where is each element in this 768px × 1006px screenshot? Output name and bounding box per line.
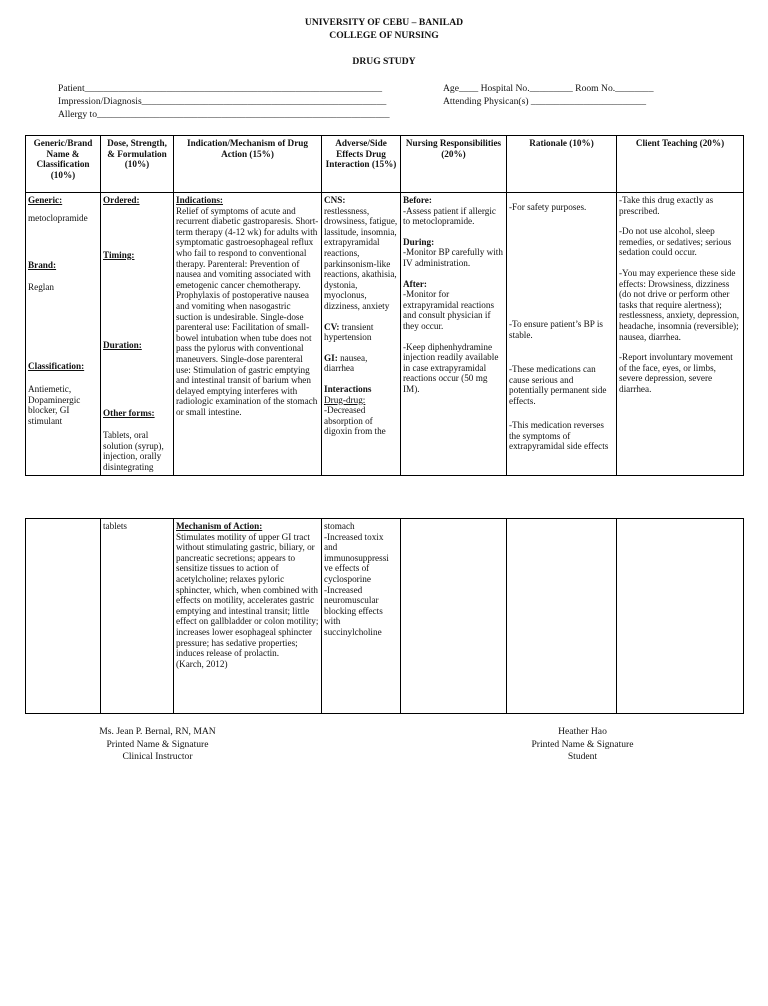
teaching-2: -Do not use alcohol, sleep remedies, or sedatives; serious sedation could occur. — [619, 226, 732, 258]
header-rationale: Rationale (10%) — [507, 136, 617, 193]
dose-cell — [101, 193, 174, 476]
cont-name-cell — [26, 519, 101, 714]
table-row — [26, 519, 744, 714]
instructor-name: Ms. Jean P. Bernal, RN, MAN — [99, 726, 216, 737]
brand-name: Reglan — [28, 282, 55, 292]
header-nursing: Nursing Responsibilities (20%) — [401, 136, 507, 193]
citation: (Karch, 2012) — [176, 658, 228, 669]
moa-label: Mechanism of Action: — [176, 521, 263, 531]
indications-label: Indications: — [176, 195, 223, 205]
header-generic: Generic/Brand Name & Classification (10%) — [26, 136, 101, 193]
duration-label: Duration: — [103, 340, 142, 350]
physician-field: Attending Physican(s) ________________________ — [443, 96, 647, 107]
header-row — [26, 136, 744, 193]
classification-value: Antiemetic, Dopaminergic blocker, GI stimulant — [28, 384, 81, 426]
rationale-4: -This medication reverses the symptoms of extrapyramidal side effects — [509, 420, 609, 452]
teaching-3: -You may experience these side effects: Drowsiness, dizziness (do not drive or perform other tasks that require alertness); restlessness, anxiety, depression, headache, insomnia (reversible); nausea, diarrhea. — [619, 267, 740, 342]
page-title: DRUG STUDY — [352, 56, 416, 67]
moa-text: Stimulates motility of upper GI tract without stimulating gastric, biliary, or pancreatic secretions; appears to sensitize tissues to action of acetylcholine; relaxes pyloric sphincter, which, when combined with effects on motility, accelerates gastric emptying and intestinal transit; little effect on gallbladder or colon motility; increases lower esophageal sphincter pressure; has sedative properties; induces release of prolactin. — [176, 531, 319, 659]
instructor-signature — [45, 726, 270, 764]
indication-cell — [174, 193, 322, 476]
keep-text: -Keep diphenhydramine injection readily available in case extrapyramidal reactions occur (50 mg IM). — [403, 341, 499, 394]
during-text: -Monitor BP carefully with IV administration. — [403, 247, 503, 268]
instructor-line: Printed Name & Signature — [106, 738, 209, 750]
student-role: Student — [567, 751, 598, 762]
student-name: Heather Hao — [558, 726, 607, 737]
cns-label: CNS: — [324, 195, 346, 205]
cont-teaching-cell — [617, 519, 744, 714]
university-name: UNIVERSITY OF CEBU – BANILAD — [304, 17, 464, 28]
nursing-cell — [401, 193, 507, 476]
after-text: -Monitor for extrapyramidal reactions and consult physician if they occur. — [403, 289, 495, 331]
header-dose: Dose, Strength, & Formulation (10%) — [101, 136, 174, 193]
drug-drug-label: Drug-drug: — [324, 394, 366, 405]
other-forms-label: Other forms: — [103, 408, 155, 418]
interactions-label: Interactions — [324, 383, 372, 394]
drug-drug-continued: stomach -Increased toxix and immunosuppressi ve effects of cyclosporine -Increased neuromuscular blocking effects with succinylcholine — [324, 521, 389, 637]
before-text: -Assess patient if allergic to metoclopramide. — [403, 205, 496, 227]
mechanism-cell — [174, 519, 322, 714]
before-label: Before: — [403, 195, 432, 205]
during-label: During: — [403, 236, 435, 247]
rationale-cell — [507, 193, 617, 476]
other-forms-value: Tablets, oral solution (syrup), injection, orally disintegrating — [103, 430, 164, 472]
classification-label: Classification: — [28, 361, 85, 371]
after-label: After: — [403, 278, 427, 289]
generic-label: Generic: — [28, 195, 63, 205]
drug-study-table — [25, 135, 744, 476]
timing-label: Timing: — [103, 250, 135, 260]
header-indication: Indication/Mechanism of Drug Action (15%) — [174, 136, 322, 193]
cv-label: CV: — [324, 321, 340, 332]
student-signature — [470, 726, 695, 764]
cont-rationale-cell — [507, 519, 617, 714]
teaching-4: -Report involuntary movement of the face, eyes, or limbs, severe depression, severe diarrhea. — [619, 352, 733, 394]
cv-text: transient hypertension — [324, 321, 374, 343]
teaching-1: -Take this drug exactly as prescribed. — [619, 195, 714, 216]
forms-continued: tablets — [103, 521, 127, 531]
table-row — [26, 193, 744, 476]
gi-block — [324, 353, 398, 374]
impression-field: Impression/Diagnosis___________________________________________________ — [58, 96, 387, 107]
cns-text: restlessness, drowsiness, fatigue, lassitude, insomnia, extrapyramidal reactions, parkinsonism-like reactions, akathisia, dystonia, myoclonus, dizziness, anxiety — [324, 205, 398, 311]
indications-text: Relief of symptoms of acute and recurrent diabetic gastroparesis. Short-term therapy (4-12 wk) for adults with symptomatic gastroesophageal reflux who fail to respond to conventional therapy. Parenteral: Prevention of nausea and vomiting associated with emetogenic cancer chemotherapy. Prophylaxis of postoperative nausea and vomiting when nasogastric suction is undesirable. Single-dose parenteral use: Facilitation of small-bowel intubation when tube does not pass the pylorus with conventional maneuvers. Single-dose parenteral use: Stimulation of gastric emptying and intestinal transit of barium when delayed emptying interferes with radiologic examination of the stomach or small intestine. — [176, 205, 319, 417]
age-field: Age____ Hospital No._________ Room No.________ — [443, 83, 654, 94]
rationale-3: -These medications can cause serious and potentially permanent side effects. — [509, 364, 607, 406]
allergy-field: Allergy to_____________________________________________________________ — [58, 109, 390, 120]
cv-block — [324, 322, 398, 343]
ordered-label: Ordered: — [103, 195, 140, 205]
continuation-table — [25, 518, 744, 714]
adverse-cell — [322, 193, 401, 476]
cont-nursing-cell — [401, 519, 507, 714]
generic-name: metoclopramide — [28, 213, 88, 223]
patient-field: Patient______________________________________________________________ — [58, 83, 383, 94]
brand-label: Brand: — [28, 260, 57, 270]
rationale-2: -To ensure patient’s BP is stable. — [509, 319, 603, 340]
header-adverse: Adverse/Side Effects Drug Interaction (15%) — [322, 136, 401, 193]
rationale-1: -For safety purposes. — [509, 202, 587, 212]
instructor-role: Clinical Instructor — [122, 751, 193, 762]
cont-dose-cell — [101, 519, 174, 714]
college-name: COLLEGE OF NURSING — [329, 30, 439, 41]
gi-text: nausea, diarrhea — [324, 352, 368, 374]
student-line: Printed Name & Signature — [531, 738, 634, 750]
cont-adverse-cell — [322, 519, 401, 714]
teaching-cell — [617, 193, 744, 476]
drug-name-cell — [26, 193, 101, 476]
gi-label: GI: — [324, 352, 338, 363]
drug-drug-text: -Decreased absorption of digoxin from the — [324, 405, 386, 437]
header-teaching: Client Teaching (20%) — [617, 136, 744, 193]
